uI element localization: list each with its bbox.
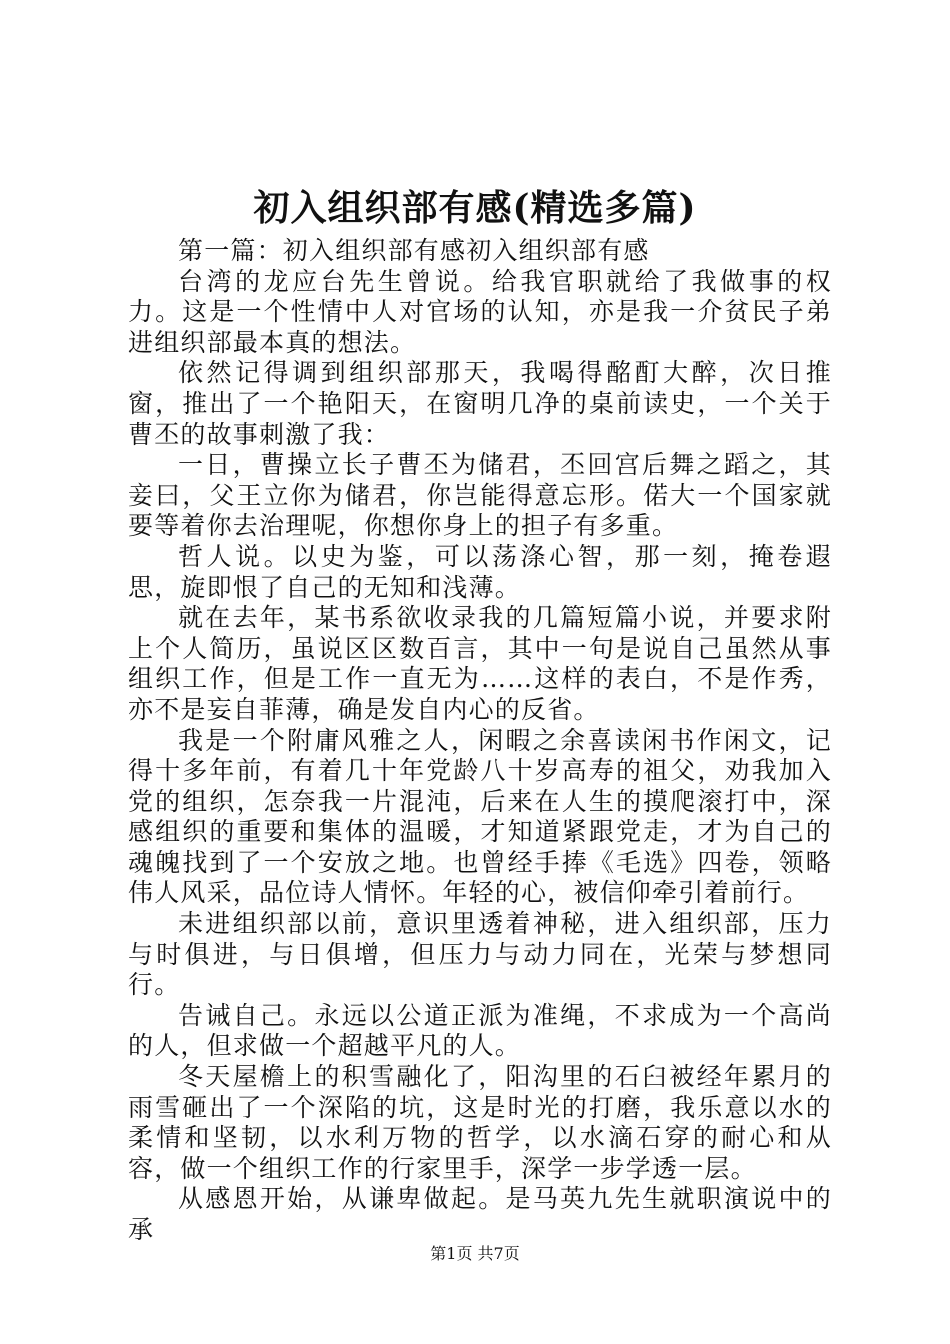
paragraph: 第一篇：初入组织部有感初入组织部有感: [178, 236, 650, 265]
paragraph: 台湾的龙应台先生曾说。给我官职就给了我做事的权力。这是一个性情中人对官场的认知，亦是我一介贫民子弟进组织部最本真的想法。: [128, 266, 832, 357]
document-body: [128, 236, 832, 1246]
paragraph: 冬天屋檐上的积雪融化了，阳沟里的石臼被经年累月的雨雪砸出了一个深陷的坑，这是时光的打磨，我乐意以水的柔情和坚韧，以水利万物的哲学，以水滴石穿的耐心和从容，做一个组织工作的行家里手，深学一步学透一层。: [128, 1062, 832, 1183]
paragraph: 哲人说。以史为鉴，可以荡涤心智，那一刻，掩卷遐思，旋即恨了自己的无知和浅薄。: [128, 541, 832, 602]
paragraph: 依然记得调到组织部那天，我喝得酩酊大醉，次日推窗，推出了一个艳阳天，在窗明几净的桌前读史，一个关于曹丕的故事刺激了我：: [128, 358, 832, 449]
document-title: 初入组织部有感(精选多篇): [253, 187, 697, 229]
paragraph: 我是一个附庸风雅之人，闲暇之余喜读闲书作闲文，记得十多年前，有着几十年党龄八十岁高寿的祖父，劝我加入党的组织，怎奈我一片混沌，后来在人生的摸爬滚打中，深感组织的重要和集体的温暖，才知道紧跟党走，才为自己的魂魄找到了一个安放之地。也曾经手捧《毛选》四卷，领略伟人风采，品位诗人情怀。年轻的心，被信仰牵引着前行。: [128, 725, 832, 908]
paragraph: 从感恩开始，从谦卑做起。是马英九先生就职演说中的承: [128, 1184, 832, 1244]
paragraph: 一日，曹操立长子曹丕为储君，丕回宫后舞之蹈之，其妾曰，父王立你为储君，你岂能得意忘形。偌大一个国家就要等着你去治理呢，你想你身上的担子有多重。: [128, 450, 832, 541]
paragraph: 未进组织部以前，意识里透着神秘，进入组织部，压力与时俱进，与日俱增，但压力与动力同在，光荣与梦想同行。: [128, 909, 832, 1000]
paragraph: 就在去年，某书系欲收录我的几篇短篇小说，并要求附上个人简历，虽说区区数百言，其中一句是说自己虽然从事组织工作，但是工作一直无为……这样的表白，不是作秀，亦不是妄自菲薄，确是发自内心的反省。: [128, 603, 832, 724]
paragraph: 告诫自己。永远以公道正派为准绳，不求成为一个高尚的人，但求做一个超越平凡的人。: [128, 1000, 832, 1061]
page-footer: 第1页 共7页: [430, 1244, 520, 1263]
